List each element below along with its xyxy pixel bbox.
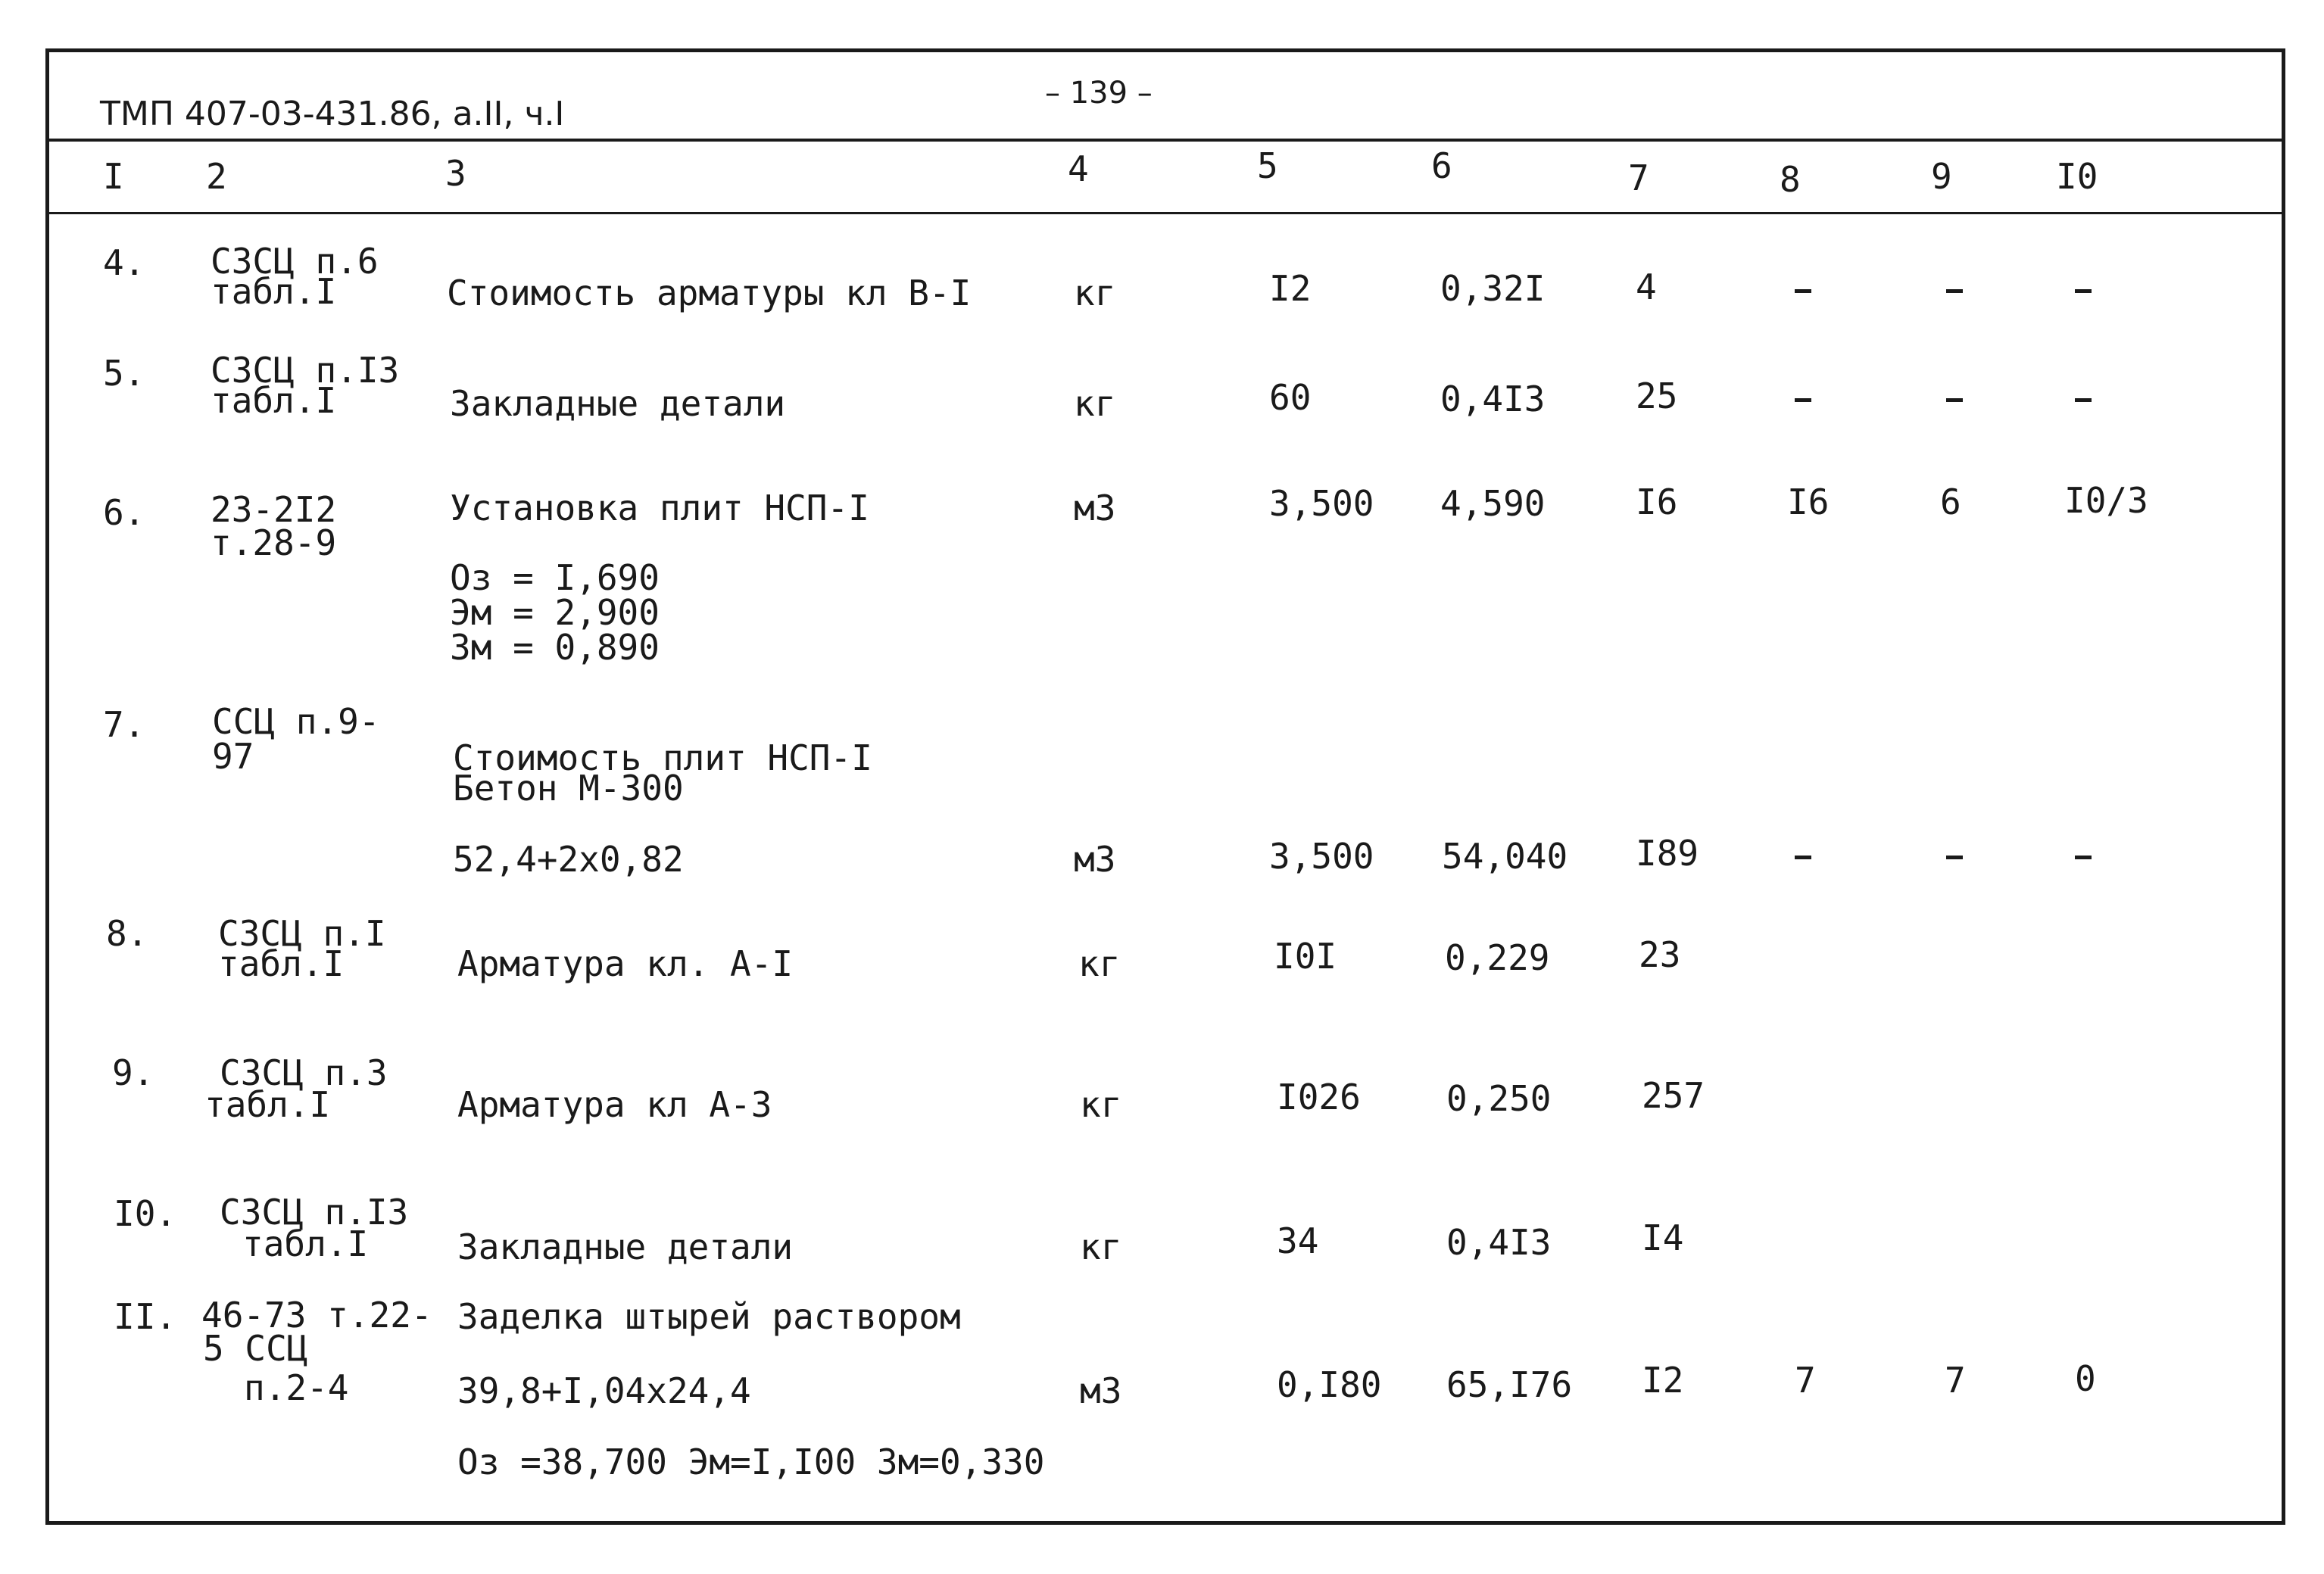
row-description: Бетон М-300: [453, 768, 684, 809]
col-header-3: 3: [445, 153, 466, 194]
row-unit: кг: [1074, 273, 1116, 313]
row-quantity: 0,I80: [1277, 1364, 1382, 1405]
row-number: 9.: [112, 1052, 154, 1093]
row-reference: СЗСЦ п.I3: [211, 350, 400, 391]
row-reference: табл.I: [242, 1223, 369, 1264]
col-header-7: 7: [1628, 157, 1649, 198]
row-col8-dash: [1795, 856, 1811, 859]
row-total: I4: [1642, 1217, 1684, 1258]
doc-reference: ТМП 407-03-431.86, а.II, ч.I: [100, 95, 565, 133]
row-description: Стоимость арматуры кл В-I: [447, 273, 972, 313]
row-total: I6: [1636, 482, 1678, 522]
row-unit: м3: [1074, 839, 1116, 880]
row-coefficient: Эм = 2,900: [450, 592, 660, 633]
row-reference: СЗСЦ п.I: [218, 913, 386, 954]
col-header-1: I: [103, 156, 124, 197]
row-number: 8.: [106, 913, 148, 954]
row-unit-price: 0,250: [1446, 1078, 1552, 1119]
row-reference: табл.I: [211, 271, 337, 312]
row-quantity: I026: [1277, 1077, 1361, 1117]
row-number: 7.: [103, 704, 145, 745]
row-description: Заделка штырей раствором: [457, 1296, 961, 1337]
row-reference: СЗСЦ п.I3: [220, 1192, 409, 1233]
row-unit-price: 4,590: [1440, 483, 1546, 524]
row-coefficient: Оз = I,690: [450, 557, 660, 598]
row-reference: СЗСЦ п.3: [220, 1052, 388, 1093]
row-col9-dash: [1946, 856, 1963, 859]
row-col10-dash: [2075, 856, 2092, 859]
row-unit-price: 0,4I3: [1440, 379, 1546, 419]
row-number: 5.: [103, 353, 145, 394]
row-reference: 5 ССЦ: [203, 1328, 308, 1369]
row-reference: СЗСЦ п.6: [211, 241, 379, 282]
row-total: I89: [1636, 833, 1699, 874]
row-number: 6.: [103, 492, 145, 533]
row-total: 25: [1636, 376, 1678, 416]
row-reference: табл.I: [204, 1084, 331, 1125]
row-formula: 39,8+I,04х24,4: [457, 1370, 751, 1411]
row-col10: 0: [2075, 1358, 2096, 1399]
row-description: Стоимость плит НСП-I: [453, 737, 872, 778]
row-quantity: 3,500: [1269, 483, 1374, 524]
column-header-rule: [48, 212, 2282, 214]
row-unit-price: 54,040: [1442, 836, 1568, 877]
row-col8: I6: [1787, 482, 1830, 522]
row-unit: кг: [1080, 1084, 1122, 1125]
row-reference: п.2-4: [244, 1367, 349, 1408]
col-header-2: 2: [206, 156, 227, 197]
row-quantity: I2: [1269, 268, 1312, 309]
row-total: 257: [1642, 1075, 1705, 1116]
row-col10-dash: [2075, 289, 2092, 293]
page-number: – 139 –: [1045, 76, 1153, 111]
row-quantity: 60: [1269, 377, 1312, 418]
header-rule: [48, 139, 2282, 142]
col-header-6: 6: [1431, 145, 1452, 186]
row-description: Закладные детали: [450, 383, 786, 424]
col-header-8: 8: [1780, 159, 1801, 200]
row-reference: 46-73 т.22-: [201, 1295, 432, 1336]
row-description: Установка плит НСП-I: [450, 488, 869, 528]
row-reference: табл.I: [218, 943, 345, 984]
row-unit-price: 65,I76: [1446, 1364, 1573, 1405]
row-reference: табл.I: [211, 380, 337, 421]
row-quantity: I0I: [1274, 936, 1337, 977]
row-col8-dash: [1795, 289, 1811, 293]
row-description: Арматура кл А-3: [457, 1084, 772, 1125]
row-unit: кг: [1078, 943, 1121, 984]
row-col8: 7: [1795, 1360, 1816, 1401]
row-reference: 97: [212, 736, 254, 777]
col-header-10: I0: [2056, 156, 2098, 197]
col-header-9: 9: [1931, 156, 1952, 197]
row-unit-price: 0,32I: [1440, 268, 1546, 309]
row-col9: 7: [1945, 1360, 1966, 1401]
row-unit: кг: [1074, 383, 1116, 424]
row-description: Арматура кл. А-I: [457, 943, 794, 984]
row-col9: 6: [1940, 482, 1961, 522]
row-unit: м3: [1080, 1370, 1122, 1411]
row-unit-price: 0,4I3: [1446, 1222, 1552, 1263]
row-coefficient: Оз =38,700 Эм=I,I00 Зм=0,330: [457, 1442, 1045, 1482]
row-unit-price: 0,229: [1445, 937, 1550, 978]
row-description: Закладные детали: [457, 1226, 794, 1267]
row-col10-dash: [2075, 398, 2092, 402]
row-col9-dash: [1946, 398, 1963, 402]
row-reference: т.28-9: [211, 522, 337, 563]
row-number: I0.: [114, 1193, 177, 1234]
row-coefficient: Зм = 0,890: [450, 627, 660, 668]
row-col9-dash: [1946, 289, 1963, 293]
row-unit: м3: [1074, 488, 1116, 528]
row-total: 4: [1636, 266, 1657, 307]
row-formula: 52,4+2х0,82: [453, 839, 684, 880]
row-quantity: 3,500: [1269, 836, 1374, 877]
row-number: 4.: [103, 242, 145, 283]
col-header-4: 4: [1068, 148, 1089, 189]
row-reference: ССЦ п.9-: [212, 701, 380, 742]
col-header-5: 5: [1257, 145, 1278, 186]
row-total: I2: [1642, 1360, 1684, 1401]
row-col8-dash: [1795, 398, 1811, 402]
row-quantity: 34: [1277, 1220, 1319, 1261]
row-number: II.: [114, 1296, 177, 1337]
row-reference: 23-2I2: [211, 489, 337, 530]
row-unit: кг: [1080, 1226, 1122, 1267]
row-col10: I0/3: [2064, 480, 2148, 521]
row-total: 23: [1639, 934, 1681, 975]
